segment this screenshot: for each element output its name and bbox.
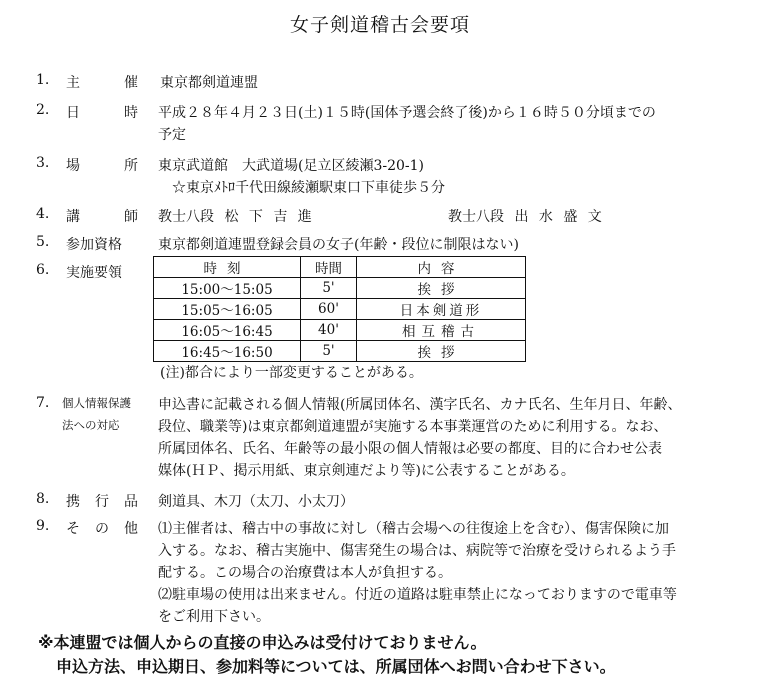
row-duration: 40': [301, 320, 357, 341]
privacy-line: 段位、職業等)は東京都剣道連盟が実施する本事業運営のために利用する。なお、: [158, 419, 668, 435]
item-label-instructor: 講 師: [66, 209, 138, 225]
row-content: 相互稽古: [357, 320, 526, 341]
item-number: 1.: [36, 72, 50, 88]
privacy-line: 媒体(ＨＰ、掲示用紙、東京剣連だより等)に公表することがある。: [158, 463, 575, 479]
item-label-host: 主 催: [66, 75, 138, 91]
header-content: 内容: [357, 257, 526, 278]
schedule-note: (注)都合により一部変更することがある。: [160, 365, 423, 381]
row-duration: 5': [301, 278, 357, 299]
other-line: ⑴主催者は、稽古中の事故に対し（稽古会場への往復途上を含む）、傷害保険に加: [158, 521, 669, 537]
table-row: [154, 320, 526, 341]
item-number: 8.: [36, 491, 50, 507]
place-line1: 東京武道館 大武道場(足立区綾瀬3-20-1): [158, 158, 425, 174]
place-line2: ☆東京ﾒﾄﾛ千代田線綾瀬駅東口下車徒歩５分: [172, 180, 445, 196]
table-row: [154, 278, 526, 299]
row-time: 15:05～16:05: [154, 299, 301, 320]
other-line: をご利用下さい。: [158, 609, 270, 625]
item-label-other: そ の 他: [66, 521, 138, 537]
other-line: 配する。この場合の治療費は本人が負担する。: [158, 565, 452, 581]
row-content: 挨拶: [357, 341, 526, 362]
header-time: 時刻: [154, 257, 301, 278]
date-line2: 予定: [158, 127, 186, 143]
date-line1: 平成２８年４月２３日(土)１５時(国体予選会終了後)から１６時５０分頃までの: [158, 105, 656, 121]
row-time: 16:05～16:45: [154, 320, 301, 341]
page-title: 女子剣道稽古会要項: [289, 14, 470, 36]
item-number: 7.: [36, 395, 50, 411]
row-time: 16:45～16:50: [154, 341, 301, 362]
item-number: 4.: [36, 206, 50, 222]
other-line: 入する。なお、稽古実施中、傷害発生の場合は、病院等で治療を受けられるよう手: [158, 543, 676, 559]
instructor-1: 教士八段 松 下 吉 進: [158, 209, 312, 225]
table-row: [154, 341, 526, 362]
item-number: 6.: [36, 262, 50, 278]
privacy-line: 所属団体名、氏名、年齢等の最小限の個人情報は必要の都度、目的に合わせ公表: [158, 441, 662, 457]
item-number: 2.: [36, 102, 50, 118]
item-label-date: 日 時: [66, 105, 138, 121]
header-duration: 時間: [301, 257, 357, 278]
footer-inquiry: 申込方法、申込期日、参加料等については、所属団体へお問い合わせ下さい。: [56, 657, 616, 676]
item-label-eligibility: 参加資格: [66, 237, 122, 253]
item-label-schedule: 実施要領: [66, 265, 122, 281]
other-line: ⑵駐車場の使用は出来ません。付近の道路は駐車禁止になっておりますので電車等: [158, 587, 677, 603]
item-label-place: 場 所: [66, 158, 138, 174]
item-label-belongings: 携 行 品: [66, 494, 138, 510]
footer-notice: ※本連盟では個人からの直接の申込みは受付けておりません。: [38, 633, 487, 652]
row-time: 15:00～15:05: [154, 278, 301, 299]
table-row: [154, 299, 526, 320]
item-number: 5.: [36, 234, 50, 250]
table-header-row: [154, 257, 526, 278]
belongings-value: 剣道具、木刀（太刀、小太刀）: [158, 494, 354, 510]
host-value: 東京都剣道連盟: [160, 75, 258, 91]
item-label-privacy-2: 法への対応: [62, 418, 120, 432]
privacy-line: 申込書に記載される個人情報(所属団体名、漢字氏名、カナ氏名、生年月日、年齢、: [158, 397, 682, 413]
row-content: 日本剣道形: [357, 299, 526, 320]
row-duration: 5': [301, 341, 357, 362]
row-duration: 60': [301, 299, 357, 320]
row-content: 挨拶: [357, 278, 526, 299]
instructor-2: 教士八段 出 水 盛 文: [448, 209, 602, 225]
schedule-table: [153, 256, 526, 362]
item-label-privacy-1: 個人情報保護: [62, 396, 131, 410]
eligibility-value: 東京都剣道連盟登録会員の女子(年齢・段位に制限はない): [158, 237, 519, 253]
item-number: 3.: [36, 155, 50, 171]
item-number: 9.: [36, 518, 50, 534]
